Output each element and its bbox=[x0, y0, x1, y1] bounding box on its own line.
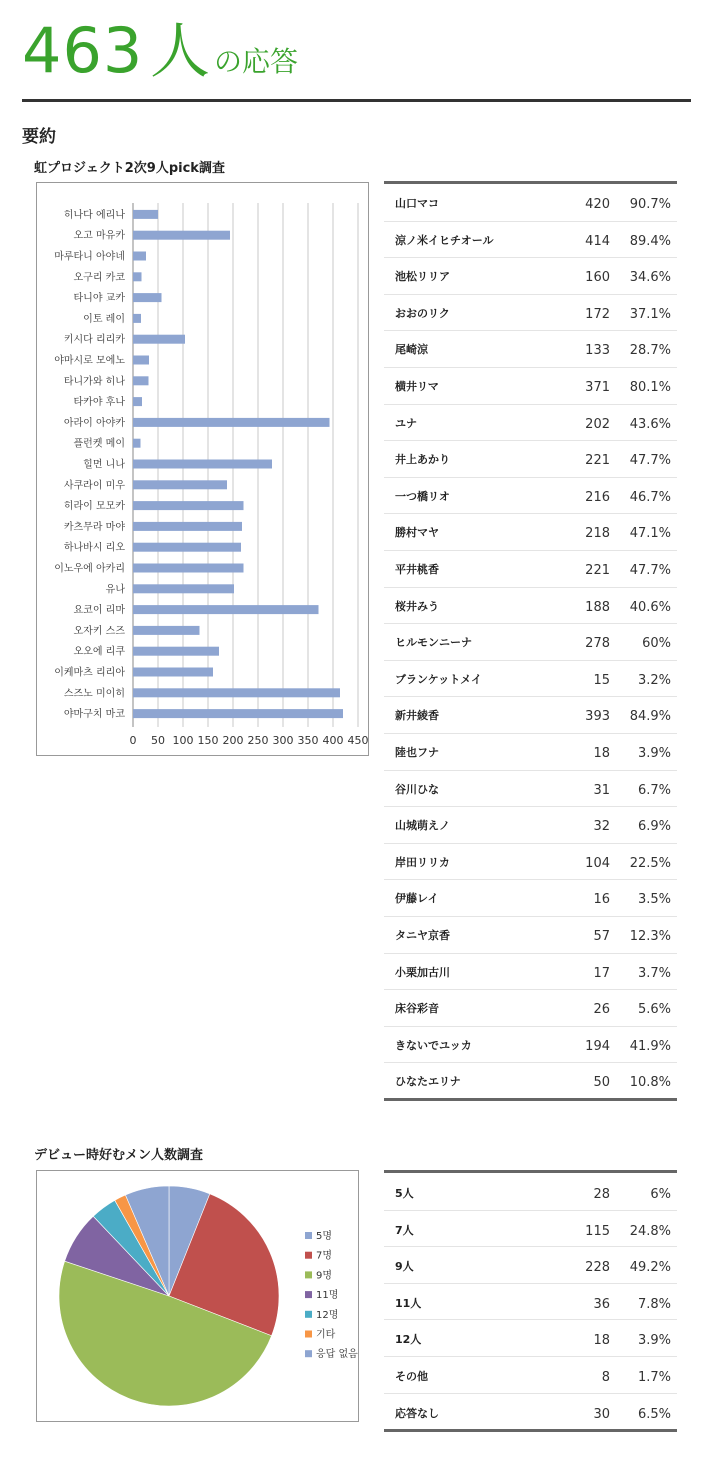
category-label: 스즈노 미이히 bbox=[63, 688, 125, 700]
stat-percent: 3.2% bbox=[637, 672, 671, 688]
stat-percent: 89.4% bbox=[629, 233, 671, 249]
stat-count: 188 bbox=[585, 599, 610, 615]
bar bbox=[133, 480, 227, 489]
stat-row bbox=[384, 1173, 677, 1211]
legend-label: 12명 bbox=[316, 1309, 339, 1321]
stat-label: 7人 bbox=[395, 1223, 414, 1237]
stat-percent: 24.8% bbox=[629, 1223, 671, 1239]
category-label: 히나다 에리나 bbox=[63, 209, 125, 221]
category-label: 오자키 스즈 bbox=[73, 625, 125, 637]
stat-row bbox=[384, 513, 677, 551]
stat-row bbox=[384, 404, 677, 442]
stat-row bbox=[384, 989, 677, 1027]
stat-row bbox=[384, 916, 677, 954]
stat-label: 陸也フナ bbox=[395, 746, 439, 759]
stat-row bbox=[384, 770, 677, 808]
stat-percent: 41.9% bbox=[629, 1038, 671, 1054]
bar bbox=[133, 397, 142, 406]
response-unit: 人 bbox=[150, 17, 210, 87]
stat-row bbox=[384, 1210, 677, 1248]
stat-percent: 6.7% bbox=[637, 782, 671, 798]
question-1-title: 虹プロジェクト2次9人pick調査 bbox=[34, 161, 225, 176]
bar bbox=[133, 418, 330, 427]
category-label: 이노우에 아카리 bbox=[54, 563, 125, 575]
stat-label: 井上あかり bbox=[395, 453, 450, 467]
bar bbox=[133, 272, 142, 281]
stat-row bbox=[384, 1283, 677, 1321]
stat-count: 221 bbox=[585, 563, 610, 578]
stat-label: 池松リリア bbox=[395, 270, 450, 284]
category-label: 아라이 아야카 bbox=[63, 417, 125, 429]
stat-label: ヒルモンニーナ bbox=[395, 636, 472, 650]
bar bbox=[133, 314, 141, 323]
stat-count: 8 bbox=[601, 1370, 610, 1385]
bar bbox=[133, 668, 213, 677]
response-suffix: の応答 bbox=[214, 45, 299, 78]
stat-label: 11人 bbox=[395, 1296, 422, 1310]
stat-percent: 3.5% bbox=[637, 892, 671, 908]
bar bbox=[133, 252, 146, 261]
stat-row bbox=[384, 806, 677, 844]
category-label: 타니가와 히나 bbox=[63, 376, 125, 388]
legend-swatch bbox=[305, 1291, 312, 1298]
bar bbox=[133, 584, 234, 593]
stat-percent: 47.1% bbox=[629, 526, 671, 542]
legend-swatch bbox=[305, 1311, 312, 1318]
stat-count: 133 bbox=[585, 343, 610, 359]
stat-row bbox=[384, 1062, 677, 1099]
category-label: 키시다 리리카 bbox=[63, 334, 125, 346]
stat-percent: 90.7% bbox=[629, 197, 671, 212]
stat-count: 32 bbox=[593, 819, 610, 835]
bar bbox=[133, 231, 230, 240]
stat-label: 新井綾香 bbox=[395, 709, 439, 723]
stat-count: 18 bbox=[593, 746, 610, 761]
stat-percent: 5.6% bbox=[637, 1002, 671, 1018]
stat-percent: 34.6% bbox=[629, 270, 671, 286]
stat-percent: 22.5% bbox=[629, 855, 671, 871]
x-tick-label: 350 bbox=[297, 734, 319, 747]
category-label: 플런켓 메이 bbox=[73, 438, 125, 450]
stat-row bbox=[384, 696, 677, 734]
bar bbox=[133, 501, 244, 510]
bar bbox=[133, 564, 244, 573]
category-label: 오구리 카코 bbox=[73, 272, 125, 284]
stat-percent: 37.1% bbox=[629, 306, 671, 322]
stat-percent: 49.2% bbox=[629, 1260, 671, 1276]
stat-percent: 6% bbox=[650, 1187, 671, 1202]
category-label: 카츠무라 마야 bbox=[63, 521, 125, 533]
category-label: 히라이 모모카 bbox=[63, 501, 125, 513]
legend-label: 7명 bbox=[316, 1250, 333, 1262]
stat-percent: 47.7% bbox=[629, 563, 671, 578]
stat-percent: 6.5% bbox=[637, 1406, 671, 1422]
question-2-title: デビュー時好むメン人数調査 bbox=[34, 1148, 204, 1163]
legend-swatch bbox=[305, 1350, 312, 1357]
stat-row bbox=[384, 550, 677, 588]
stat-label: 勝村マヤ bbox=[395, 526, 439, 540]
stat-row bbox=[384, 953, 677, 991]
x-tick-label: 200 bbox=[222, 734, 244, 747]
stat-label: ユナ bbox=[395, 416, 417, 430]
stat-row bbox=[384, 660, 677, 698]
stat-label: タニヤ京香 bbox=[395, 929, 450, 942]
bar bbox=[133, 293, 162, 302]
bar bbox=[133, 335, 185, 344]
stat-label: 伊藤レイ bbox=[395, 892, 439, 906]
stat-label: ブランケットメイ bbox=[395, 672, 482, 686]
stat-count: 221 bbox=[585, 453, 610, 469]
stat-label: 山城萌えノ bbox=[395, 819, 450, 833]
category-label: 타니야 교카 bbox=[73, 293, 125, 305]
stat-label: 山口マコ bbox=[395, 197, 439, 210]
stat-count: 26 bbox=[593, 1002, 610, 1018]
stat-percent: 1.7% bbox=[637, 1370, 671, 1385]
legend-label: 9명 bbox=[316, 1270, 333, 1282]
stat-percent: 28.7% bbox=[629, 343, 671, 359]
stat-label: 応答なし bbox=[395, 1406, 439, 1420]
legend-label: 기타 bbox=[316, 1329, 336, 1341]
stat-count: 172 bbox=[585, 306, 610, 322]
bar bbox=[133, 709, 343, 718]
summary-heading: 要約 bbox=[22, 127, 56, 147]
stat-count: 414 bbox=[585, 233, 610, 249]
stat-count: 104 bbox=[585, 855, 610, 871]
stat-label: その他 bbox=[395, 1370, 428, 1383]
stat-row bbox=[384, 477, 677, 515]
category-label: 요코이 리마 bbox=[73, 605, 125, 617]
stat-label: 桜井みう bbox=[395, 599, 439, 613]
stat-label: 横井リマ bbox=[395, 380, 439, 393]
pie-chart bbox=[37, 1171, 360, 1423]
pie-chart-panel bbox=[36, 1170, 359, 1422]
legend-swatch bbox=[305, 1232, 312, 1239]
stat-row bbox=[384, 1356, 677, 1394]
stat-row bbox=[384, 879, 677, 917]
category-label: 타카야 후나 bbox=[73, 397, 125, 409]
x-tick-label: 400 bbox=[322, 734, 344, 747]
stat-count: 160 bbox=[585, 270, 610, 286]
stat-row bbox=[384, 184, 677, 222]
stat-row bbox=[384, 367, 677, 405]
stat-row bbox=[384, 1026, 677, 1064]
stat-percent: 7.8% bbox=[637, 1296, 671, 1312]
stat-row bbox=[384, 440, 677, 478]
stat-count: 50 bbox=[593, 1075, 610, 1091]
x-tick-label: 150 bbox=[197, 734, 219, 747]
bar bbox=[133, 460, 272, 469]
question-1-stats-table bbox=[384, 181, 677, 1101]
stat-label: 小栗加古川 bbox=[395, 965, 450, 979]
stat-count: 31 bbox=[593, 782, 610, 798]
stat-label: ひなたエリナ bbox=[395, 1075, 461, 1089]
category-label: 야마구치 마코 bbox=[63, 709, 125, 721]
x-tick-label: 450 bbox=[347, 734, 369, 747]
stat-count: 18 bbox=[593, 1333, 610, 1349]
stat-row bbox=[384, 1393, 677, 1430]
bar bbox=[133, 522, 242, 531]
stat-count: 278 bbox=[585, 636, 610, 652]
stat-row bbox=[384, 587, 677, 625]
category-label: 오오에 리쿠 bbox=[73, 646, 125, 658]
stat-count: 30 bbox=[593, 1406, 610, 1422]
legend-swatch bbox=[305, 1252, 312, 1259]
stat-count: 57 bbox=[593, 929, 610, 944]
stat-percent: 46.7% bbox=[629, 489, 671, 505]
stat-count: 393 bbox=[585, 709, 610, 725]
stat-label: 12人 bbox=[395, 1333, 422, 1347]
stat-percent: 10.8% bbox=[629, 1075, 671, 1091]
stat-count: 228 bbox=[585, 1260, 610, 1276]
category-label: 유나 bbox=[105, 584, 125, 596]
category-label: 마루타니 아야네 bbox=[54, 251, 125, 263]
stat-label: 一つ橋リオ bbox=[395, 489, 450, 503]
stat-row bbox=[384, 294, 677, 332]
bar bbox=[133, 356, 149, 365]
stat-row bbox=[384, 733, 677, 771]
legend-swatch bbox=[305, 1271, 312, 1278]
stat-label: 尾崎涼 bbox=[395, 343, 428, 357]
stat-label: 谷川ひな bbox=[395, 782, 439, 796]
stat-row bbox=[384, 1246, 677, 1284]
stat-row bbox=[384, 257, 677, 295]
stat-label: きないでユッカ bbox=[395, 1038, 472, 1052]
stat-percent: 43.6% bbox=[629, 416, 671, 432]
stat-row bbox=[384, 623, 677, 661]
category-label: 이케마츠 리리아 bbox=[54, 667, 125, 679]
stat-percent: 47.7% bbox=[629, 453, 671, 469]
bar bbox=[133, 210, 158, 219]
stat-percent: 12.3% bbox=[629, 929, 671, 944]
stat-count: 15 bbox=[593, 672, 610, 688]
response-count: 463 bbox=[22, 14, 144, 87]
legend-label: 5명 bbox=[316, 1231, 333, 1242]
stat-percent: 60% bbox=[642, 636, 671, 652]
category-label: 이토 레이 bbox=[83, 313, 125, 325]
stat-count: 28 bbox=[593, 1187, 610, 1202]
legend-label: 11명 bbox=[316, 1290, 339, 1302]
stat-percent: 3.7% bbox=[637, 965, 671, 981]
stat-count: 218 bbox=[585, 526, 610, 542]
stat-count: 16 bbox=[593, 892, 610, 908]
stat-label: 5人 bbox=[395, 1187, 414, 1200]
x-tick-label: 100 bbox=[172, 734, 194, 747]
bar bbox=[133, 543, 241, 552]
stat-count: 36 bbox=[593, 1296, 610, 1312]
stat-percent: 6.9% bbox=[637, 819, 671, 835]
stat-label: おおのリク bbox=[395, 306, 450, 320]
bar bbox=[133, 626, 200, 635]
stat-label: 9人 bbox=[395, 1260, 414, 1274]
category-label: 힐먼 니나 bbox=[83, 459, 125, 471]
stat-count: 115 bbox=[585, 1223, 610, 1239]
category-label: 오고 마유카 bbox=[73, 230, 125, 242]
bar-chart bbox=[37, 183, 370, 757]
category-label: 사쿠라이 미우 bbox=[63, 480, 125, 492]
stat-label: 平井桃香 bbox=[395, 563, 439, 576]
category-label: 야마시로 모에노 bbox=[54, 355, 125, 367]
bar-chart-panel bbox=[36, 182, 369, 756]
bar bbox=[133, 647, 219, 656]
stat-row bbox=[384, 221, 677, 259]
x-tick-label: 250 bbox=[247, 734, 269, 747]
stat-count: 371 bbox=[585, 380, 610, 395]
stat-count: 216 bbox=[585, 489, 610, 505]
stat-label: 涼ノ米イヒチオール bbox=[395, 233, 494, 247]
stat-count: 420 bbox=[585, 197, 610, 212]
question-2-stats-table bbox=[384, 1170, 677, 1432]
stat-count: 17 bbox=[593, 965, 610, 981]
legend-label: 응답 없음 bbox=[316, 1349, 358, 1361]
x-tick-label: 300 bbox=[272, 734, 294, 747]
stat-row bbox=[384, 843, 677, 881]
stat-count: 194 bbox=[585, 1038, 610, 1054]
stat-row bbox=[384, 330, 677, 368]
bar bbox=[133, 439, 141, 448]
bar bbox=[133, 376, 149, 385]
stat-percent: 80.1% bbox=[629, 380, 671, 395]
x-tick-label: 50 bbox=[151, 734, 165, 747]
stat-percent: 3.9% bbox=[637, 746, 671, 761]
stat-count: 202 bbox=[585, 416, 610, 432]
x-tick-label: 0 bbox=[129, 734, 137, 747]
stat-row bbox=[384, 1319, 677, 1357]
stat-percent: 84.9% bbox=[629, 709, 671, 725]
header-divider bbox=[22, 99, 691, 102]
stat-label: 床谷彩音 bbox=[395, 1002, 439, 1016]
stat-percent: 3.9% bbox=[637, 1333, 671, 1349]
category-label: 하나바시 리오 bbox=[63, 542, 125, 554]
bar bbox=[133, 605, 319, 614]
stat-percent: 40.6% bbox=[629, 599, 671, 615]
stat-label: 岸田リリカ bbox=[395, 855, 450, 869]
bar bbox=[133, 688, 340, 697]
legend-swatch bbox=[305, 1331, 312, 1338]
